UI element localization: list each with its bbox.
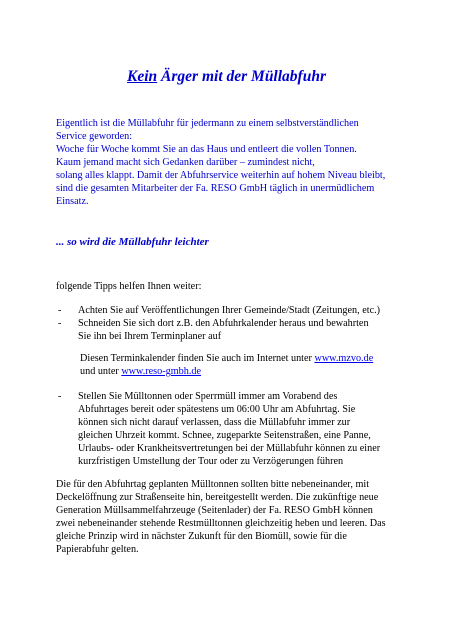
title-rest: Ärger mit der Müllabfuhr xyxy=(157,68,326,85)
closing-line: Papierabfuhr gelten. xyxy=(56,544,139,555)
note-text: Diesen Terminkalender finden Sie auch im Internet unter xyxy=(80,353,315,364)
bullet-text: Abfuhrtages bereit oder spätestens um 06:00 Uhr am Abfuhrtag. Sie xyxy=(78,404,356,415)
closing-paragraph xyxy=(56,478,446,556)
tips-list xyxy=(56,304,446,343)
bullet-text: können sich nicht darauf verlassen, dass die Müllabfuhr immer zur xyxy=(78,417,351,428)
mzvo-link[interactable]: www.mzvo.de xyxy=(314,353,374,364)
bullet-marker: - xyxy=(58,318,62,329)
closing-line: Deckelöffnung zur Straßenseite hin, bereitgestellt werden. Die zukünftige neue xyxy=(56,492,379,503)
bullet-text: gleichen Uhrzeit kommt. Schnee, zugeparkte Seitenstraßen, eine Panne, xyxy=(78,430,371,441)
bullet-marker: - xyxy=(58,305,62,316)
intro-line: solang alles klappt. Damit der Abfuhrservice weiterhin auf hohem Niveau bleibt, xyxy=(56,170,386,181)
title-emphasis: Kein xyxy=(127,68,158,85)
closing-line: gleiche Prinzip wird in nächster Zukunft für den Biomüll, sowie für die xyxy=(56,531,347,542)
bullet-text: Stellen Sie Mülltonnen oder Sperrmüll immer am Vorabend des xyxy=(78,391,338,402)
list-item xyxy=(56,317,446,343)
intro-paragraph xyxy=(56,117,446,208)
intro-line: Einsatz. xyxy=(56,196,89,207)
bullet-text: Sie ihn bei Ihrem Terminplaner auf xyxy=(78,331,222,342)
intro-line: Woche für Woche kommt Sie an das Haus und entleert die vollen Tonnen. xyxy=(56,144,357,155)
intro-line: Eigentlich ist die Müllabfuhr für jedermann zu einem selbstverständlichen xyxy=(56,118,359,129)
bullet-text: Achten Sie auf Veröffentlichungen Ihrer Gemeinde/Stadt (Zeitungen, etc.) xyxy=(78,305,381,316)
calendar-note xyxy=(80,352,373,378)
closing-line: Die für den Abfuhrtag geplanten Mülltonnen sollten bitte nebeneinander, mit xyxy=(56,479,370,490)
closing-line: zwei nebeneinander stehende Restmülltonnen gleichzeitig heben und leeren. Das xyxy=(56,518,386,529)
tips-lead-text: folgende Tipps helfen Ihnen weiter: xyxy=(56,281,202,292)
page-title xyxy=(0,68,453,86)
bullet-text: kurzfristigen Umstellung der Tour oder zu Verzögerungen führen xyxy=(78,456,344,467)
bullet-text: Urlaubs- oder Krankheitsvertretungen bei der Müllabfuhr können zu einer xyxy=(78,443,381,454)
bullet-text: Schneiden Sie sich dort z.B. den Abfuhrkalender heraus und bewahrten xyxy=(78,318,369,329)
intro-line: Service geworden: xyxy=(56,131,133,142)
note-text: und unter xyxy=(80,366,122,377)
intro-line: sind die gesamten Mitarbeiter der Fa. RESO GmbH täglich in unermüdlichem xyxy=(56,183,375,194)
closing-line: Generation Müllsammelfahrzeuge (Seitenlader) der Fa. RESO GmbH können xyxy=(56,505,373,516)
section-subheading: ... so wird die Müllabfuhr leichter xyxy=(56,236,209,248)
list-item xyxy=(56,390,446,468)
intro-line: Kaum jemand macht sich Gedanken darüber – zumindest nicht, xyxy=(56,157,315,168)
list-item xyxy=(56,304,446,317)
reso-link[interactable]: www.reso-gmbh.de xyxy=(121,366,202,377)
bullet-marker: - xyxy=(58,391,62,402)
tips-list xyxy=(56,390,446,468)
